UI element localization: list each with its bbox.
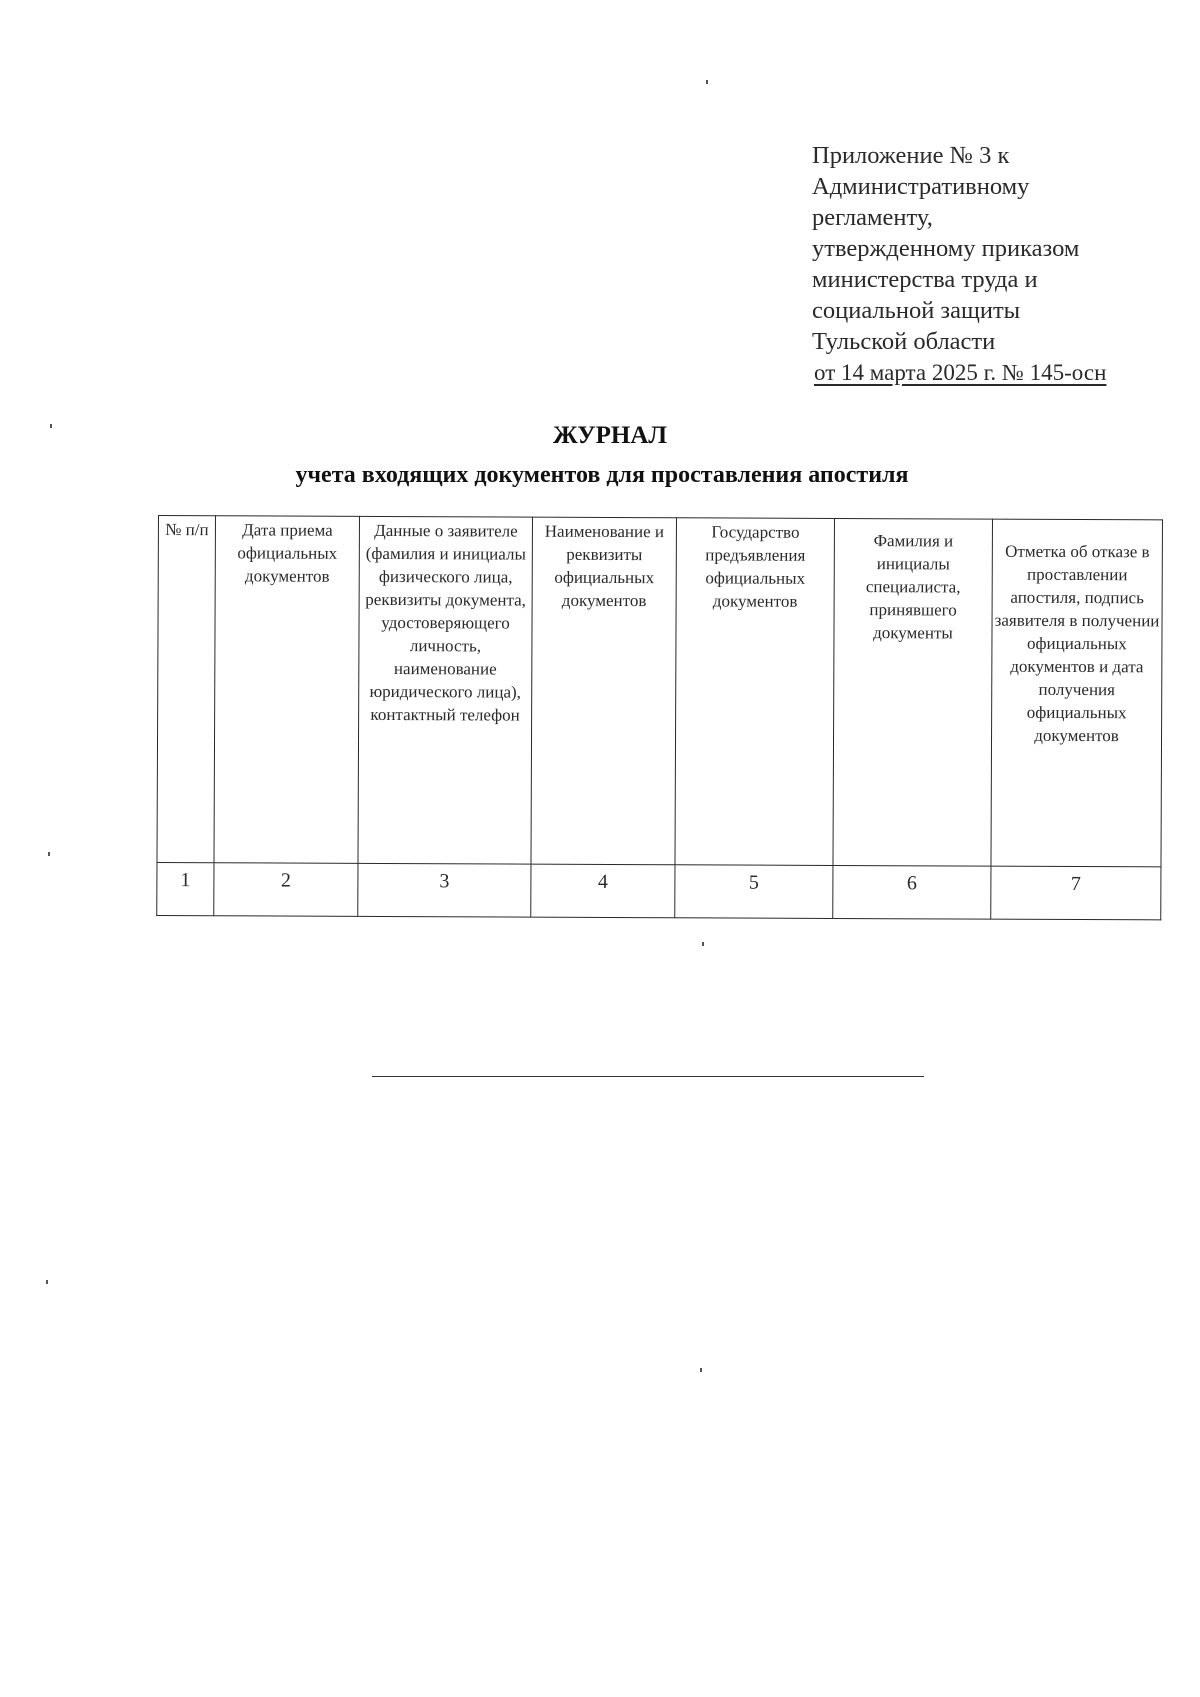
- scan-speck: [46, 1280, 48, 1284]
- journal-table: [156, 515, 1163, 920]
- scan-speck: [706, 80, 708, 84]
- number-cell: 1: [157, 862, 214, 915]
- table-header-row: [157, 516, 1163, 867]
- number-cell: 5: [675, 865, 833, 919]
- appendix-line: утвержденному приказом: [812, 235, 1080, 262]
- scan-speck: [702, 942, 704, 946]
- closing-rule: [372, 1076, 924, 1077]
- document-subtitle: учета входящих документов для проставления апостиля: [295, 462, 909, 488]
- appendix-block: [812, 140, 1142, 388]
- appendix-line: Тульской области: [812, 328, 996, 355]
- number-cell: 3: [358, 863, 531, 917]
- header-cell-state: Государство предъявления официальных документов: [675, 518, 835, 866]
- scan-speck: [48, 852, 50, 856]
- appendix-line: социальной защиты: [812, 297, 1021, 324]
- number-cell: 4: [531, 864, 675, 918]
- appendix-line: министерства труда и: [812, 266, 1038, 293]
- header-cell-specialist: Фамилия и инициалы специалиста, принявшего документы: [833, 518, 993, 866]
- number-cell: 6: [833, 865, 991, 919]
- scan-speck: [700, 1368, 702, 1372]
- appendix-line: Приложение № 3 к: [812, 142, 1010, 169]
- header-cell-documents: Наименование и реквизиты официальных документов: [531, 517, 677, 865]
- document-title: ЖУРНАЛ: [552, 422, 668, 449]
- appendix-line: Административному: [812, 173, 1030, 200]
- appendix-line: регламенту,: [812, 204, 933, 231]
- header-cell-date: Дата приема официальных документов: [214, 516, 360, 864]
- header-cell-refusal-mark: Отметка об отказе в проставлении апостиля, подпись заявителя в получении официальных документов и дата получения официальных документов: [991, 519, 1163, 867]
- appendix-order-reference: от 14 марта 2025 г. № 145-осн: [814, 360, 1107, 385]
- number-cell: 7: [991, 866, 1161, 920]
- table-number-row: [157, 862, 1161, 919]
- header-cell-applicant: Данные о заявителе (фамилия и инициалы физического лица, реквизиты документа, удостоверяющего личность, наименование юридического лица), контактный телефон: [358, 516, 533, 864]
- header-cell-number: № п/п: [157, 516, 216, 863]
- number-cell: 2: [214, 863, 358, 917]
- scan-speck: [50, 424, 52, 428]
